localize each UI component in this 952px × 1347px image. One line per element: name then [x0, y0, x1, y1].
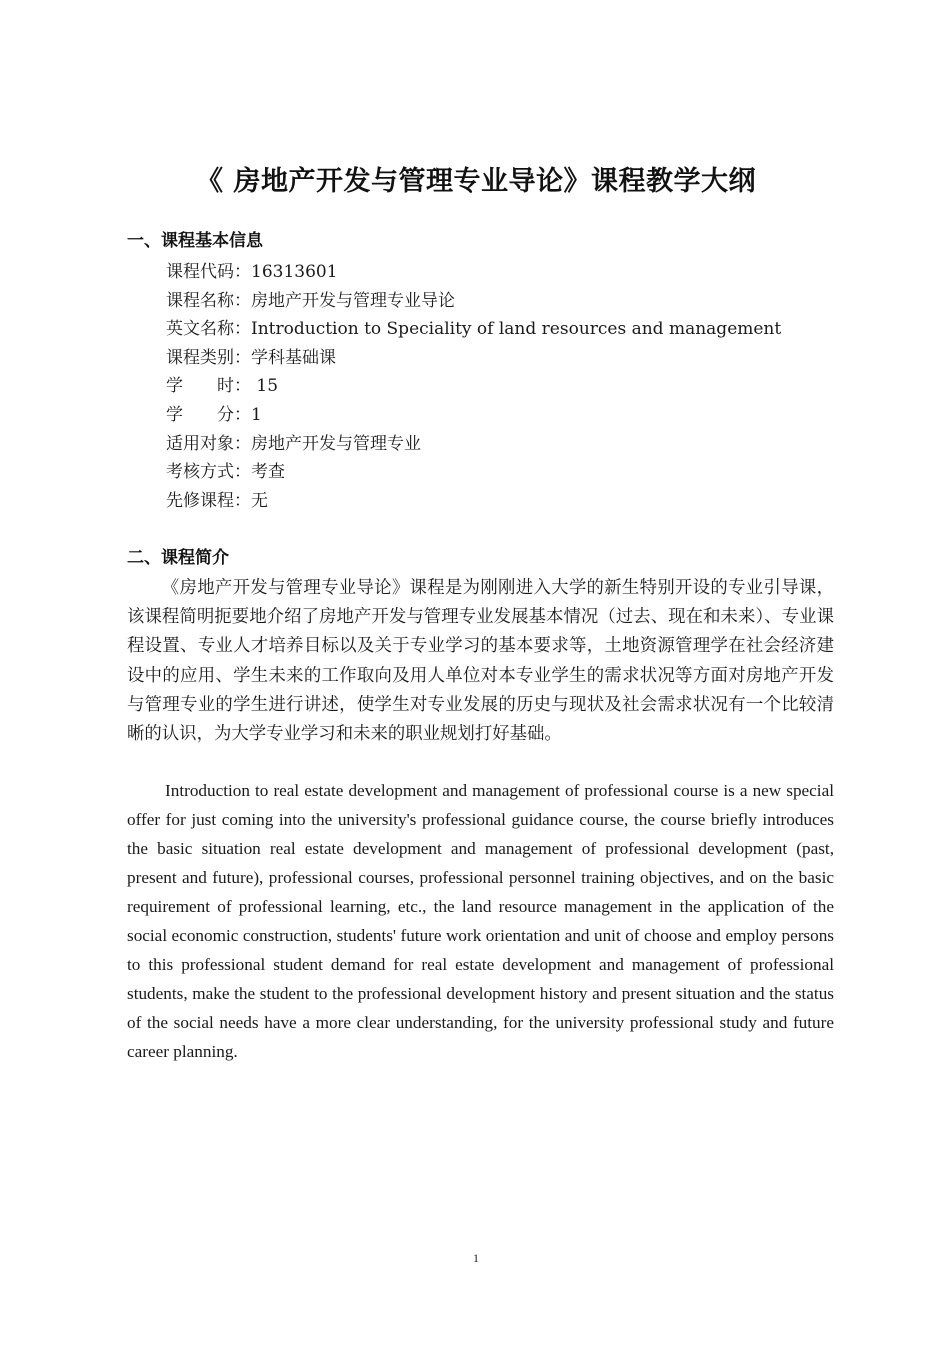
assessment-method-row: 考核方式：考查	[166, 462, 285, 483]
course-info-list	[166, 258, 866, 515]
target-audience-row: 适用对象：房地产开发与管理专业	[166, 433, 421, 454]
english-name-row: 英文名称：Introduction to Speciality of land resources and management	[166, 319, 782, 340]
section-heading-intro: 二、课程简介	[127, 548, 229, 568]
prerequisite-row: 先修课程：无	[166, 490, 268, 511]
document-title: 《 房地产开发与管理专业导论》课程教学大纲	[196, 166, 756, 197]
course-intro-chinese: 《房地产开发与管理专业导论》课程是为刚刚进入大学的新生特别开设的专业引导课，该课程简明扼要地介绍了房地产开发与管理专业发展基本情况（过去、现在和未来）、专业课程设置、专业人才培养目标以及关于专业学习的基本要求等，土地资源管理学在社会经济建设中的应用、学生未来的工作取向及用人单位对本专业学生的需求状况等方面对房地产开发与管理专业的学生进行讲述，使学生对专业发展的历史与现状及社会需求状况有一个比较清晰的认识，为大学专业学习和未来的职业规划打好基础。	[127, 578, 834, 745]
section-heading-basic-info: 一、课程基本信息	[127, 231, 263, 251]
course-intro-english: Introduction to real estate development and management of professional course is a new special offer for just coming into the university's professional guidance course, the course briefly introduces the basic situation real estate development and management of professional development (past, present and future), professional courses, professional personnel training objectives, and on the basic requirement of professional learning, etc., the land resource management in the application of the social economic construction, students' future work orientation and unit of choose and employ persons to this professional student demand for real estate development and management of professional students, make the student to the professional development history and present situation and the status of the social needs have a more clear understanding, for the university professional study and future career planning.	[127, 781, 834, 1061]
course-name-row: 课程名称：房地产开发与管理专业导论	[166, 290, 455, 311]
course-credits-row: 学 分：1	[166, 404, 262, 425]
course-hours-row: 学 时： 15	[166, 376, 279, 397]
course-category-row: 课程类别：学科基础课	[166, 347, 336, 368]
page-number: 1	[473, 1251, 479, 1265]
course-code-row: 课程代码：16313601	[166, 262, 338, 282]
